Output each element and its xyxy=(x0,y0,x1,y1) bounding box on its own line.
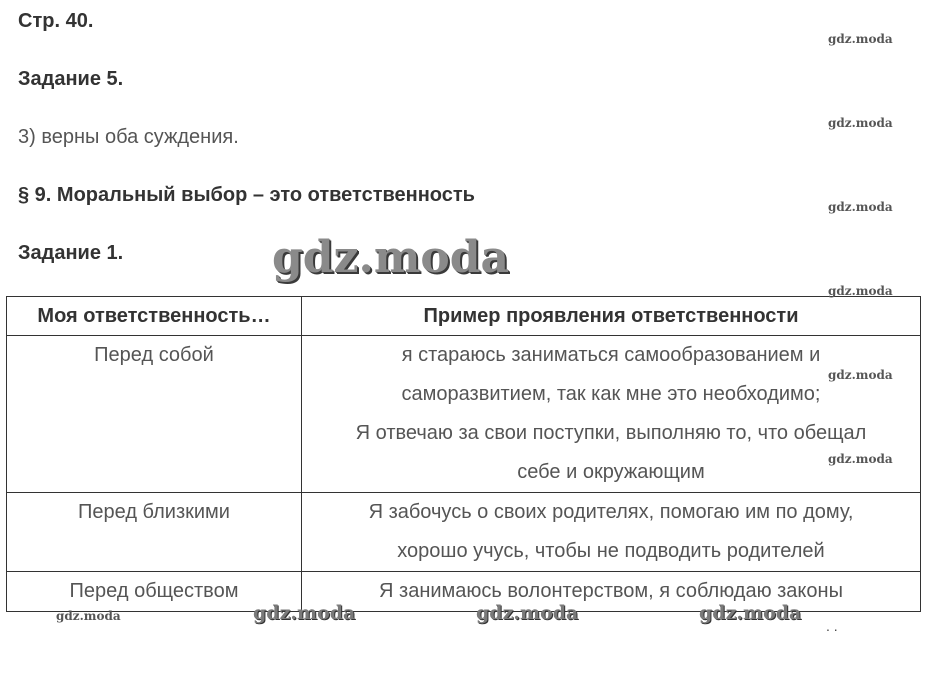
watermark-small: gdz.moda xyxy=(828,200,893,214)
table-row xyxy=(7,336,921,493)
task5-answer: 3) верны оба суждения. xyxy=(18,126,239,148)
section-title: § 9. Моральный выбор – это ответственность xyxy=(18,184,475,206)
task1-heading: Задание 1. xyxy=(18,242,124,264)
watermark-small: gdz.moda xyxy=(828,32,893,46)
trailing-marks: . . xyxy=(826,618,838,634)
watermark-large: gdz.moda xyxy=(272,232,510,283)
row-example xyxy=(302,572,921,612)
watermark-small: gdz.moda xyxy=(828,116,893,130)
watermark-medium: gdz.moda xyxy=(699,602,802,624)
watermark-medium: gdz.moda xyxy=(253,602,356,624)
table-header-row xyxy=(7,297,921,336)
row-label: Перед обществом xyxy=(7,572,302,612)
watermark-small: gdz.moda xyxy=(828,368,893,382)
header-example: Пример проявления ответственности xyxy=(302,297,921,336)
watermark-small: gdz.moda xyxy=(828,284,893,298)
row-label: Перед собой xyxy=(7,336,302,493)
watermark-small: gdz.moda xyxy=(56,609,121,623)
example-line: себе и окружающим xyxy=(517,461,705,483)
header-my-responsibility: Моя ответственность… xyxy=(7,297,302,336)
example-line: Я отвечаю за свои поступки, выполняю то, что обещал xyxy=(355,422,867,444)
example-line: саморазвитием, так как мне это необходимо; xyxy=(401,383,821,405)
example-line: хорошо учусь, чтобы не подводить родителей xyxy=(397,540,825,562)
example-line: я стараюсь заниматься самообразованием и xyxy=(401,344,821,366)
example-line: Я забочусь о своих родителях, помогаю им по дому, xyxy=(368,501,854,523)
task5-heading: Задание 5. xyxy=(18,68,124,90)
row-label: Перед близкими xyxy=(7,493,302,572)
example-line: Я занимаюсь волонтерством, я соблюдаю законы xyxy=(379,580,843,602)
row-example xyxy=(302,336,921,493)
responsibility-table xyxy=(6,296,921,612)
table-row xyxy=(7,493,921,572)
page-reference: Стр. 40. xyxy=(18,10,94,32)
watermark-small: gdz.moda xyxy=(828,452,893,466)
row-example xyxy=(302,493,921,572)
watermark-medium: gdz.moda xyxy=(476,602,579,624)
